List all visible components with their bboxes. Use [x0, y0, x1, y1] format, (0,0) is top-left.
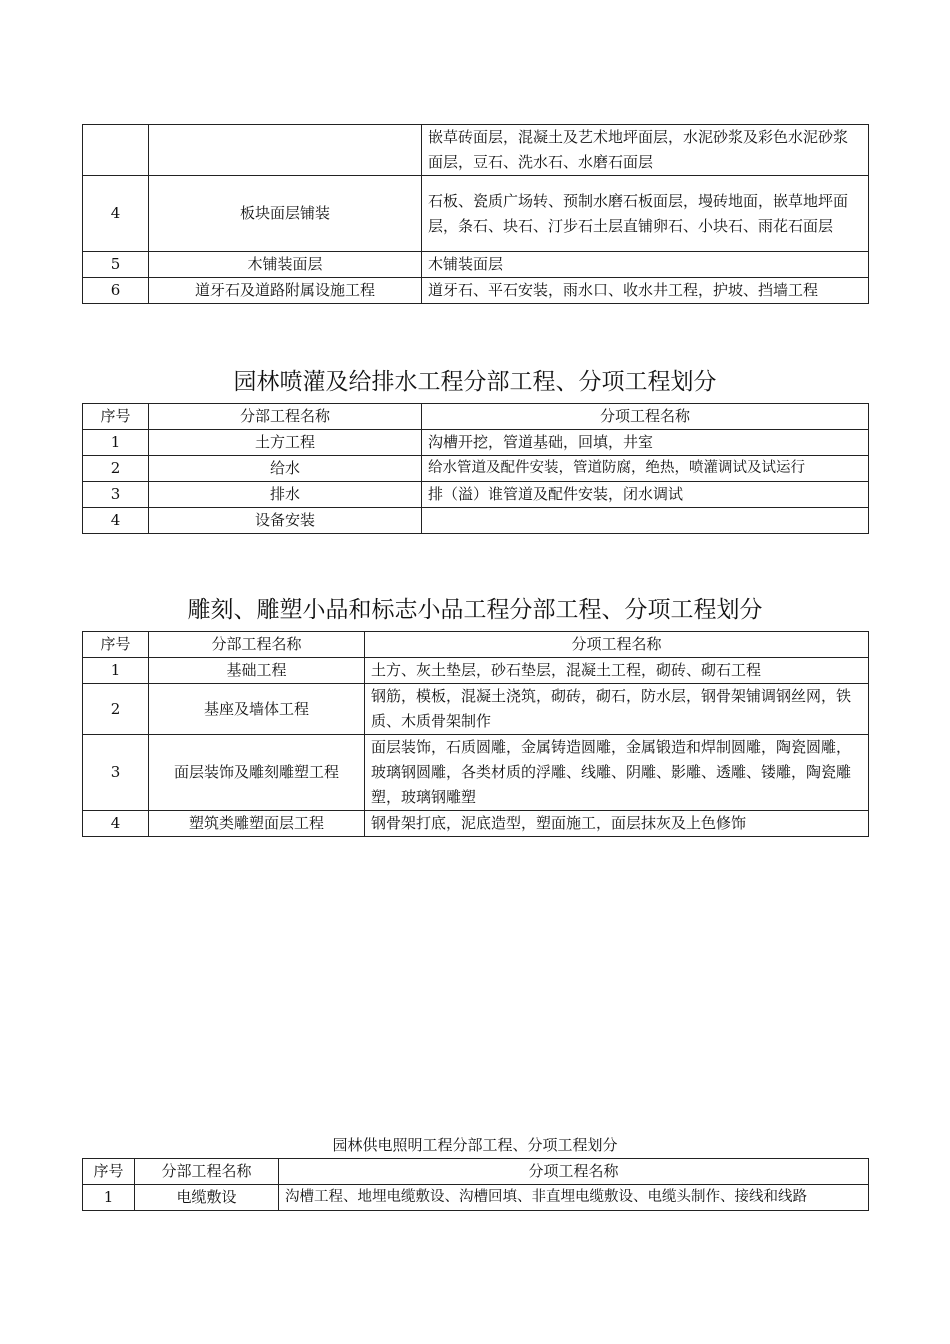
row-number: 2 — [83, 684, 149, 735]
section-title-sculpture: 雕刻、雕塑小品和标志小品工程分部工程、分项工程划分 — [187, 597, 763, 623]
row-number: 6 — [83, 278, 149, 304]
row-number: 3 — [83, 482, 149, 508]
row-number — [83, 125, 149, 176]
division-name: 排水 — [149, 482, 422, 508]
table-row — [83, 684, 869, 735]
header-division: 分部工程名称 — [149, 404, 422, 430]
subitem-names: 钢筋，模板，混凝土浇筑，砌砖，砌石，防水层，钢骨架铺调钢丝网，铁质、木质骨架制作 — [365, 684, 869, 735]
division-name: 基础工程 — [149, 658, 365, 684]
header-subitems: 分项工程名称 — [365, 632, 869, 658]
subitem-names: 嵌草砖面层，混凝土及艺术地坪面层，水泥砂浆及彩色水泥砂浆面层，豆石、洗水石、水磨石面层 — [422, 125, 869, 176]
header-number: 序号 — [83, 632, 149, 658]
row-number: 4 — [83, 176, 149, 252]
division-name: 道牙石及道路附属设施工程 — [149, 278, 422, 304]
subitem-names: 沟槽开挖，管道基础，回填，井室 — [422, 430, 869, 456]
table-lighting — [82, 1158, 869, 1211]
subitem-names: 钢骨架打底，泥底造型，塑面施工，面层抹灰及上色修饰 — [365, 811, 869, 837]
table-row — [83, 735, 869, 811]
table-road-continuation — [82, 124, 869, 304]
division-name: 电缆敷设 — [135, 1185, 279, 1211]
row-number: 2 — [83, 456, 149, 482]
subitem-names: 沟槽工程、地埋电缆敷设、沟槽回填、非直埋电缆敷设、电缆头制作、接线和线路 — [279, 1185, 869, 1211]
section-title-lighting: 园林供电照明工程分部工程、分项工程划分 — [332, 1136, 618, 1154]
division-name: 木铺装面层 — [149, 252, 422, 278]
header-number: 序号 — [83, 404, 149, 430]
division-name: 板块面层铺装 — [149, 176, 422, 252]
subitem-names: 给水管道及配件安装，管道防腐，绝热，喷灌调试及试运行 — [422, 456, 869, 482]
header-division: 分部工程名称 — [135, 1159, 279, 1185]
division-name: 给水 — [149, 456, 422, 482]
header-subitems: 分项工程名称 — [279, 1159, 869, 1185]
subitem-names: 木铺装面层 — [422, 252, 869, 278]
subitem-names: 排（溢）谁管道及配件安装，闭水调试 — [422, 482, 869, 508]
table-row — [83, 456, 869, 482]
subitem-names: 石板、瓷质广场转、预制水磨石板面层，墁砖地面，嵌草地坪面层，条石、块石、汀步石土层直铺卵石、小块石、雨花石面层 — [422, 176, 869, 252]
row-number: 1 — [83, 430, 149, 456]
table-row — [83, 508, 869, 534]
table-row — [83, 1185, 869, 1211]
table-header-row — [83, 1159, 869, 1185]
header-number: 序号 — [83, 1159, 135, 1185]
section-title-irrigation: 园林喷灌及给排水工程分部工程、分项工程划分 — [233, 369, 717, 395]
table-row — [83, 278, 869, 304]
subitem-names: 土方、灰土垫层，砂石垫层，混凝土工程，砌砖、砌石工程 — [365, 658, 869, 684]
division-name — [149, 125, 422, 176]
table-row — [83, 252, 869, 278]
row-number: 3 — [83, 735, 149, 811]
table-row — [83, 482, 869, 508]
table-header-row — [83, 632, 869, 658]
table-row — [83, 811, 869, 837]
row-number: 4 — [83, 508, 149, 534]
division-name: 设备安装 — [149, 508, 422, 534]
table-sculpture — [82, 631, 869, 837]
division-name: 基座及墙体工程 — [149, 684, 365, 735]
subitem-names: 面层装饰，石质圆雕，金属铸造圆雕，金属锻造和焊制圆雕，陶瓷圆雕，玻璃钢圆雕，各类材质的浮雕、线雕、阴雕、影雕、透雕、镂雕，陶瓷雕塑，玻璃钢雕塑 — [365, 735, 869, 811]
row-number: 5 — [83, 252, 149, 278]
subitem-names — [422, 508, 869, 534]
header-subitems: 分项工程名称 — [422, 404, 869, 430]
row-number: 4 — [83, 811, 149, 837]
division-name: 面层装饰及雕刻雕塑工程 — [149, 735, 365, 811]
table-row — [83, 176, 869, 252]
subitem-names: 道牙石、平石安装，雨水口、收水井工程，护坡、挡墙工程 — [422, 278, 869, 304]
header-division: 分部工程名称 — [149, 632, 365, 658]
division-name: 土方工程 — [149, 430, 422, 456]
division-name: 塑筑类雕塑面层工程 — [149, 811, 365, 837]
table-row — [83, 125, 869, 176]
table-header-row — [83, 404, 869, 430]
table-row — [83, 658, 869, 684]
row-number: 1 — [83, 658, 149, 684]
table-irrigation — [82, 403, 869, 534]
row-number: 1 — [83, 1185, 135, 1211]
table-row — [83, 430, 869, 456]
